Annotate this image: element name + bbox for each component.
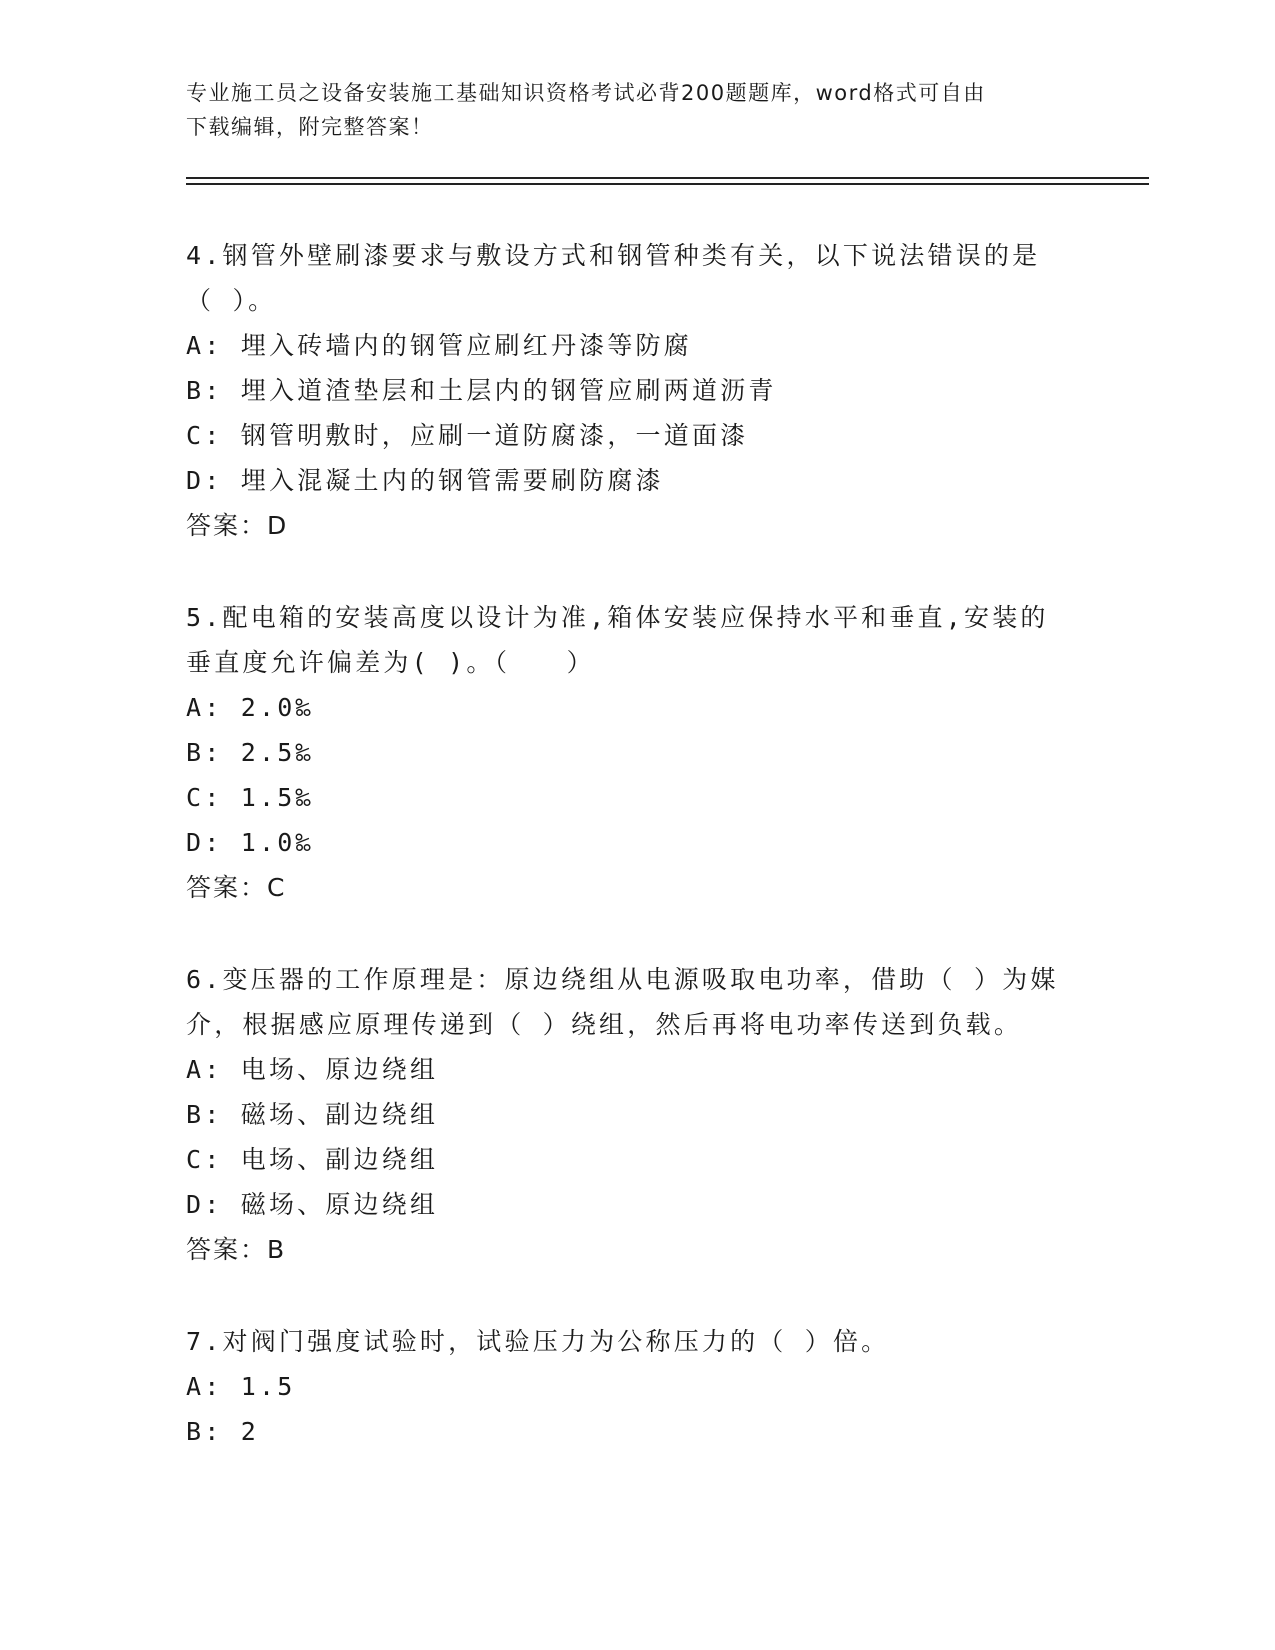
option-b: B: 2 <box>186 1417 260 1446</box>
option-b: B: 埋入道渣垫层和土层内的钢管应刷两道沥青 <box>186 376 777 405</box>
stem-line: 4.钢管外壁刷漆要求与敷设方式和钢管种类有关，以下说法错误的是 <box>186 241 1041 270</box>
stem-line: 垂直度允许偏差为( )。（ ） <box>186 648 595 677</box>
header-divider-top <box>186 177 1149 179</box>
stem-line: （ ）。 <box>186 286 277 315</box>
option-c: C: 钢管明敷时，应刷一道防腐漆，一道面漆 <box>186 421 749 450</box>
option-c: C: 1.5‰ <box>186 783 314 812</box>
header-line-2: 下载编辑，附完整答案！ <box>186 115 434 139</box>
question-stem <box>186 595 1086 685</box>
question-stem <box>186 1319 1086 1364</box>
answer: 答案：D <box>186 511 289 540</box>
question-7 <box>186 1319 1086 1454</box>
stem-line: 5.配电箱的安装高度以设计为准,箱体安装应保持水平和垂直,安装的 <box>186 603 1049 632</box>
question-6 <box>186 957 1086 1272</box>
option-a: A: 1.5 <box>186 1372 296 1401</box>
option-a: A: 电场、原边绕组 <box>186 1055 439 1084</box>
option-a: A: 2.0‰ <box>186 693 314 722</box>
answer: 答案：C <box>186 873 287 902</box>
document-header <box>186 76 1086 144</box>
question-5 <box>186 595 1086 910</box>
option-d: D: 埋入混凝土内的钢管需要刷防腐漆 <box>186 466 664 495</box>
option-b: B: 磁场、副边绕组 <box>186 1100 439 1129</box>
stem-line: 7.对阀门强度试验时，试验压力为公称压力的（ ）倍。 <box>186 1327 890 1356</box>
stem-line: 介，根据感应原理传递到（ ）绕组，然后再将电功率传送到负载。 <box>186 1010 1023 1039</box>
stem-line: 6.变压器的工作原理是：原边绕组从电源吸取电功率，借助（ ）为媒 <box>186 965 1059 994</box>
option-a: A: 埋入砖墙内的钢管应刷红丹漆等防腐 <box>186 331 692 360</box>
option-c: C: 电场、副边绕组 <box>186 1145 439 1174</box>
question-4 <box>186 233 1086 548</box>
question-stem <box>186 233 1086 323</box>
header-line-1: 专业施工员之设备安装施工基础知识资格考试必背200题题库，word格式可自由 <box>186 81 986 105</box>
question-stem <box>186 957 1086 1047</box>
option-d: D: 1.0‰ <box>186 828 314 857</box>
option-d: D: 磁场、原边绕组 <box>186 1190 439 1219</box>
header-divider-bottom <box>186 183 1149 185</box>
answer: 答案：B <box>186 1235 287 1264</box>
option-b: B: 2.5‰ <box>186 738 314 767</box>
